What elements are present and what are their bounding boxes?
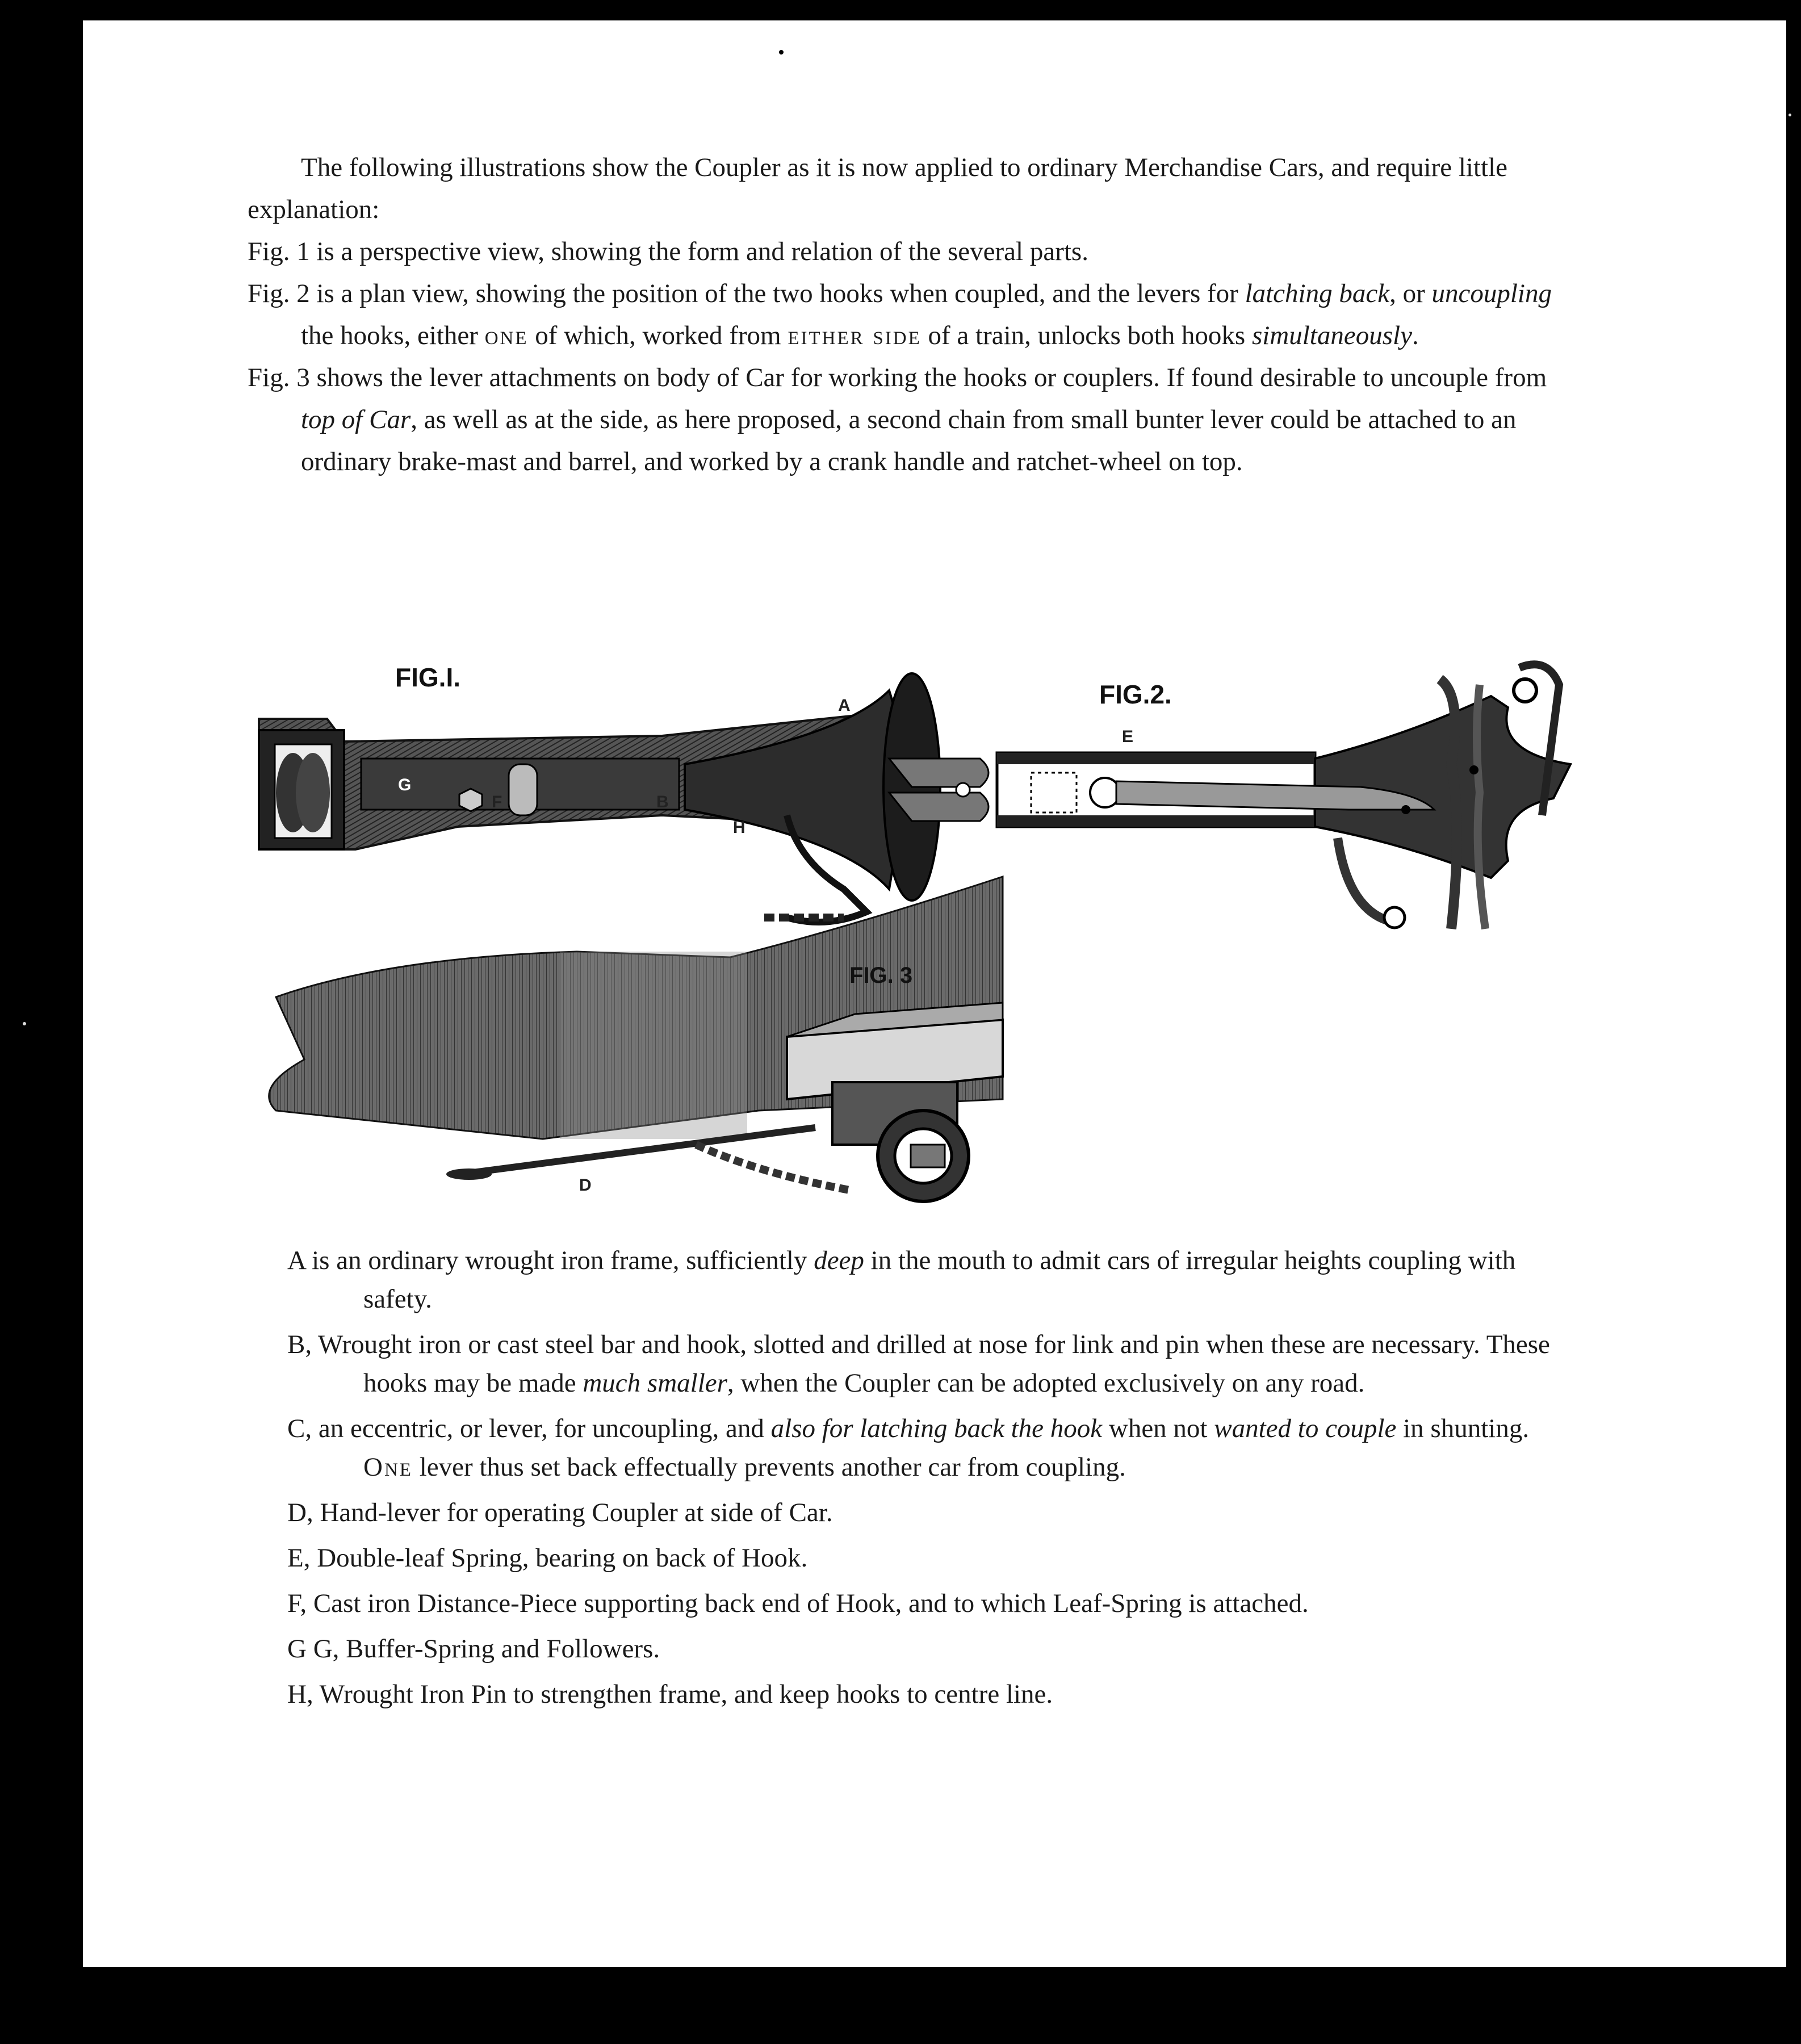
fig2-emphasis: uncoupling — [1431, 279, 1552, 308]
fig1-ref: Fig. 1 — [248, 237, 310, 266]
legend-key: A — [287, 1246, 305, 1275]
legend-smallcaps: One — [363, 1452, 413, 1482]
fig3-text: shows the lever attachments on body of Car for working the hooks or couplers. If found desirable to uncouple from — [316, 363, 1547, 392]
fig1-label: FIG.I. — [395, 663, 460, 692]
legend-key: D, — [287, 1498, 313, 1527]
legend-emphasis: wanted to couple — [1214, 1414, 1397, 1443]
legend-text: lever thus set back effectually prevents another car from coupling. — [419, 1452, 1126, 1482]
parts-legend — [287, 1241, 1553, 1720]
legend-text: Hand-lever for operating Coupler at side of Car. — [320, 1498, 833, 1527]
legend-text: , when the Coupler can be adopted exclusively on any road. — [727, 1368, 1365, 1398]
legend-text: an eccentric, or lever, for uncoupling, and — [318, 1414, 764, 1443]
legend-text: Wrought iron or cast steel bar and hook, slotted and drilled at nose for link and pin when these are necessary. These hooks may be made — [318, 1330, 1550, 1398]
legend-text: when not — [1108, 1414, 1208, 1443]
fig2-smallcaps: either side — [788, 321, 922, 350]
legend-item-e — [287, 1539, 1553, 1577]
part-label-f: F — [492, 793, 502, 811]
legend-item-c — [287, 1409, 1553, 1486]
legend-emphasis: much smaller — [583, 1368, 727, 1398]
legend-key: G G, — [287, 1634, 340, 1664]
legend-emphasis: also for latching back the hook — [770, 1414, 1103, 1443]
fig3-emphasis: top of Car — [301, 405, 411, 434]
legend-text: in shunting. — [1403, 1414, 1530, 1443]
legend-text: Buffer-Spring and Followers. — [346, 1634, 660, 1664]
fig2-text: the hooks, either — [301, 321, 478, 350]
legend-key: B, — [287, 1330, 312, 1359]
legend-emphasis: deep — [814, 1246, 864, 1275]
legend-item-h — [287, 1675, 1553, 1714]
legend-key: H, — [287, 1679, 313, 1709]
fig2-text: . — [1412, 321, 1419, 350]
fig2-text: of which, worked from — [535, 321, 781, 350]
legend-text: is an ordinary wrought iron frame, sufficiently — [312, 1246, 807, 1275]
legend-item-d — [287, 1493, 1553, 1532]
legend-key: E, — [287, 1543, 311, 1573]
fig3-description — [248, 357, 1553, 483]
part-label-b: B — [656, 793, 669, 811]
fig2-text: of a train, unlocks both hooks — [928, 321, 1246, 350]
legend-key: C, — [287, 1414, 312, 1443]
fig2-label: FIG.2. — [1099, 680, 1172, 709]
fig2-emphasis: latching back — [1245, 279, 1390, 308]
fig1-description — [248, 231, 1553, 273]
fig3-car-body-illustration — [219, 872, 1128, 1224]
part-label-h: H — [733, 818, 745, 837]
scan-speck — [23, 1022, 26, 1025]
scan-speck — [1789, 114, 1791, 116]
fig1-text: is a perspective view, showing the form and relation of the several parts. — [316, 237, 1088, 266]
fig2-text: , or — [1389, 279, 1425, 308]
part-label-a: A — [838, 696, 851, 715]
fig2-ref: Fig. 2 — [248, 279, 310, 308]
fig2-text: is a plan view, showing the position of the two hooks when coupled, and the levers for — [316, 279, 1238, 308]
legend-text: Double-leaf Spring, bearing on back of Hook. — [317, 1543, 808, 1573]
intro-lead: The following illustrations show the Coupler as it is now applied to ordinary Merchandise Cars, and require little explanation: — [248, 153, 1508, 224]
page — [83, 20, 1786, 1967]
part-label-d: D — [579, 1176, 592, 1195]
fig2-emphasis: simultaneously — [1251, 321, 1412, 350]
scan-speck — [779, 50, 784, 55]
legend-text: Wrought Iron Pin to strengthen frame, and keep hooks to centre line. — [319, 1679, 1053, 1709]
figure-3 — [219, 872, 1128, 1224]
legend-item-b — [287, 1325, 1553, 1402]
legend-item-a — [287, 1241, 1553, 1318]
legend-item-f — [287, 1584, 1553, 1623]
legend-item-g — [287, 1630, 1553, 1668]
fig3-text: , as well as at the side, as here proposed, a second chain from small bunter lever could be attached to an ordinary brake-mast and barrel, and worked by a crank handle and ratchet-wheel on top. — [301, 405, 1517, 476]
part-label-e: E — [1122, 727, 1134, 746]
legend-text: Cast iron Distance-Piece supporting back end of Hook, and to which Leaf-Spring is attached. — [313, 1589, 1309, 1618]
legend-text: in the mouth to admit cars of irregular heights coupling with safety. — [363, 1246, 1516, 1314]
fig2-smallcaps: one — [484, 321, 529, 350]
legend-key: F, — [287, 1589, 307, 1618]
fig3-label: FIG. 3 — [849, 963, 913, 988]
fig3-ref: Fig. 3 — [248, 363, 310, 392]
fig2-description — [248, 273, 1553, 357]
intro-text — [248, 146, 1553, 483]
part-label-g: G — [398, 776, 412, 794]
